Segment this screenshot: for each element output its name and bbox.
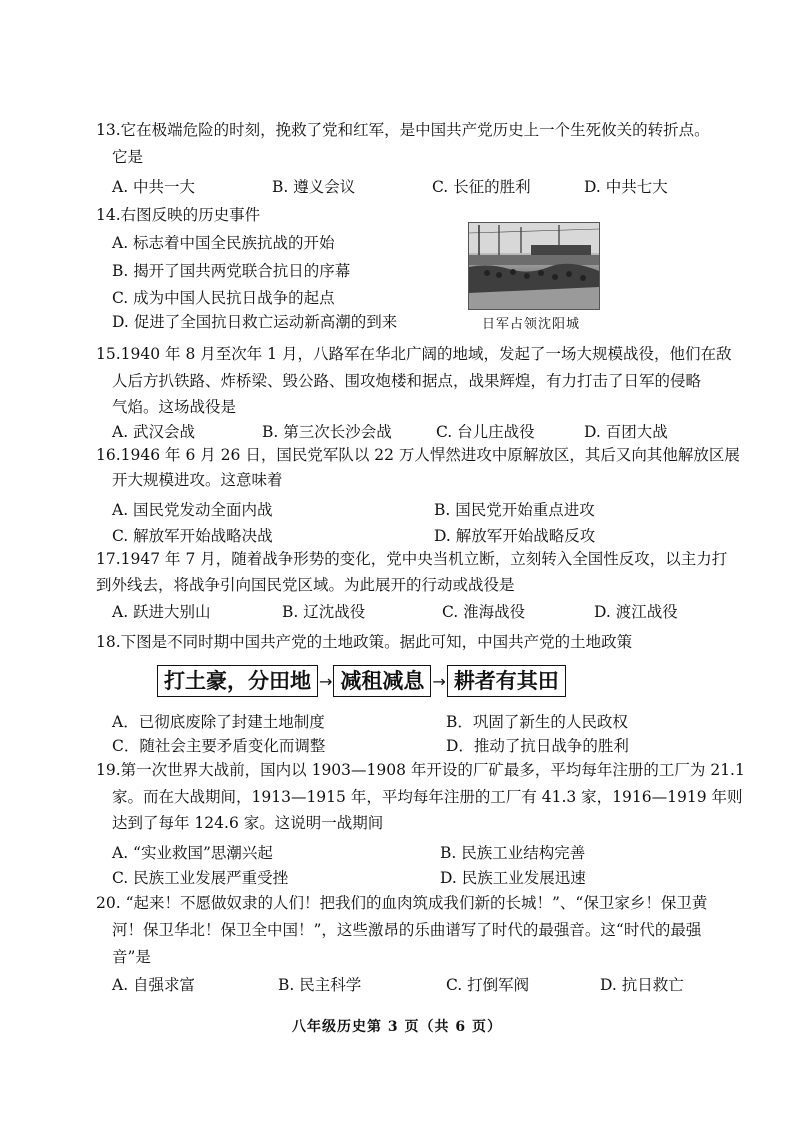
- land-policy-flow: [157, 664, 566, 698]
- q15-option-a: A. 武汉会战: [112, 423, 196, 441]
- q16-stem-line1: 16.1946 年 6 月 26 日，国民党军队以 22 万人悍然进攻中原解放区，其后又向其他解放区展: [96, 446, 740, 464]
- q20-stem-line3: 音”是: [112, 948, 151, 966]
- q18-stem: 18.下图是不同时期中国共产党的土地政策。据此可知，中国共产党的土地政策: [96, 633, 633, 651]
- q16-stem-line2: 开大规模进攻。这意味着: [112, 471, 283, 489]
- q17-option-d: D. 渡江战役: [594, 603, 678, 621]
- q16-option-c: C. 解放军开始战略决战: [112, 527, 273, 545]
- q14-option-a: A. 标志着中国全民族抗战的开始: [112, 234, 335, 252]
- q19-stem-line1: 19.第一次世界大战前，国内以 1903—1908 年开设的厂矿最多，平均每年注册的工厂为 21.1: [96, 761, 745, 779]
- q14-stem: 14.右图反映的历史事件: [96, 206, 261, 224]
- q14-option-d: D. 促进了全国抗日救亡运动新高潮的到来: [112, 313, 398, 331]
- q17-stem-line2: 到外线去，将战争引向国民党区域。为此展开的行动或战役是: [96, 576, 515, 594]
- q17-stem-line1: 17.1947 年 7 月，随着战争形势的变化，党中央当机立断，立刻转入全国性反攻，以主力打: [96, 550, 728, 568]
- q20-stem-line1: 20. “起来！不愿做奴隶的人们！把我们的血肉筑成我们新的长城！”、“保卫家乡！保卫黄: [96, 894, 708, 912]
- q19-option-b: B. 民族工业结构完善: [440, 844, 586, 862]
- q18-option-c: C．随社会主要矛盾变化而调整: [112, 737, 326, 755]
- q16-option-b: B. 国民党开始重点进攻: [434, 501, 595, 519]
- flow-arrow-icon: →: [319, 671, 333, 691]
- flow-arrow-icon: →: [432, 671, 446, 691]
- q14-option-b: B. 揭开了国共两党联合抗日的序幕: [112, 262, 351, 280]
- q16-option-a: A. 国民党发动全面内战: [112, 501, 273, 519]
- q17-option-a: A. 跃进大别山: [112, 603, 211, 621]
- q13-option-a: A. 中共一大: [112, 178, 196, 196]
- q19-option-a: A. “实业救国”思潮兴起: [112, 844, 273, 862]
- q20-option-c: C. 打倒军阀: [446, 976, 530, 994]
- q13-option-d: D. 中共七大: [584, 178, 668, 196]
- q16-option-d: D. 解放军开始战略反攻: [434, 527, 596, 545]
- page-footer: 八年级历史第 3 页（共 6 页）: [292, 1019, 502, 1035]
- q14-option-c: C. 成为中国人民抗日战争的起点: [112, 289, 335, 307]
- q19-option-c: C. 民族工业发展严重受挫: [112, 869, 289, 887]
- q19-stem-line3: 达到了每年 124.6 家。这说明一战期间: [112, 814, 384, 832]
- q13-option-c: C. 长征的胜利: [432, 178, 531, 196]
- q18-option-d: D．推动了抗日战争的胜利: [446, 737, 629, 755]
- q15-stem-line2: 人后方扒铁路、炸桥梁、毁公路、围攻炮楼和据点，战果辉煌，有力打击了日军的侵略: [112, 372, 702, 390]
- q13-stem-line1: 13.它在极端危险的时刻，挽救了党和红军，是中国共产党历史上一个生死攸关的转折点。: [96, 121, 710, 139]
- flow-step-1: 打土豪，分田地: [157, 665, 318, 697]
- q15-stem-line1: 15.1940 年 8 月至次年 1 月，八路军在华北广阔的地域，发起了一场大规模战役，他们在敌: [96, 345, 732, 363]
- q15-stem-line3: 气焰。这场战役是: [112, 398, 237, 416]
- q19-option-d: D. 民族工业发展迅速: [440, 869, 586, 887]
- photo-caption: 日军占领沈阳城: [482, 317, 581, 332]
- q17-option-c: C. 淮海战役: [442, 603, 526, 621]
- q20-stem-line2: 河！保卫华北！保卫全中国！”，这些激昂的乐曲谱写了时代的最强音。这“时代的最强: [112, 921, 702, 939]
- q15-option-b: B. 第三次长沙会战: [262, 423, 392, 441]
- q13-option-b: B. 遵义会议: [272, 178, 356, 196]
- q20-option-d: D. 抗日救亡: [600, 976, 684, 994]
- flow-step-2: 减租减息: [333, 665, 431, 697]
- q13-stem-line2: 它是: [112, 148, 144, 166]
- q18-option-b: B．巩固了新生的人民政权: [446, 713, 628, 731]
- q18-option-a: A．已彻底废除了封建土地制度: [112, 713, 325, 731]
- q20-option-a: A. 自强求富: [112, 976, 196, 994]
- q20-option-b: B. 民主科学: [278, 976, 362, 994]
- q17-option-b: B. 辽沈战役: [282, 603, 366, 621]
- q15-option-d: D. 百团大战: [584, 423, 668, 441]
- q15-option-c: C. 台儿庄战役: [436, 423, 535, 441]
- historical-photo: [468, 222, 600, 310]
- flow-step-3: 耕者有其田: [447, 665, 566, 697]
- q19-stem-line2: 家。而在大战期间，1913—1915 年，平均每年注册的工厂有 41.3 家，1916—1919 年则: [112, 788, 743, 806]
